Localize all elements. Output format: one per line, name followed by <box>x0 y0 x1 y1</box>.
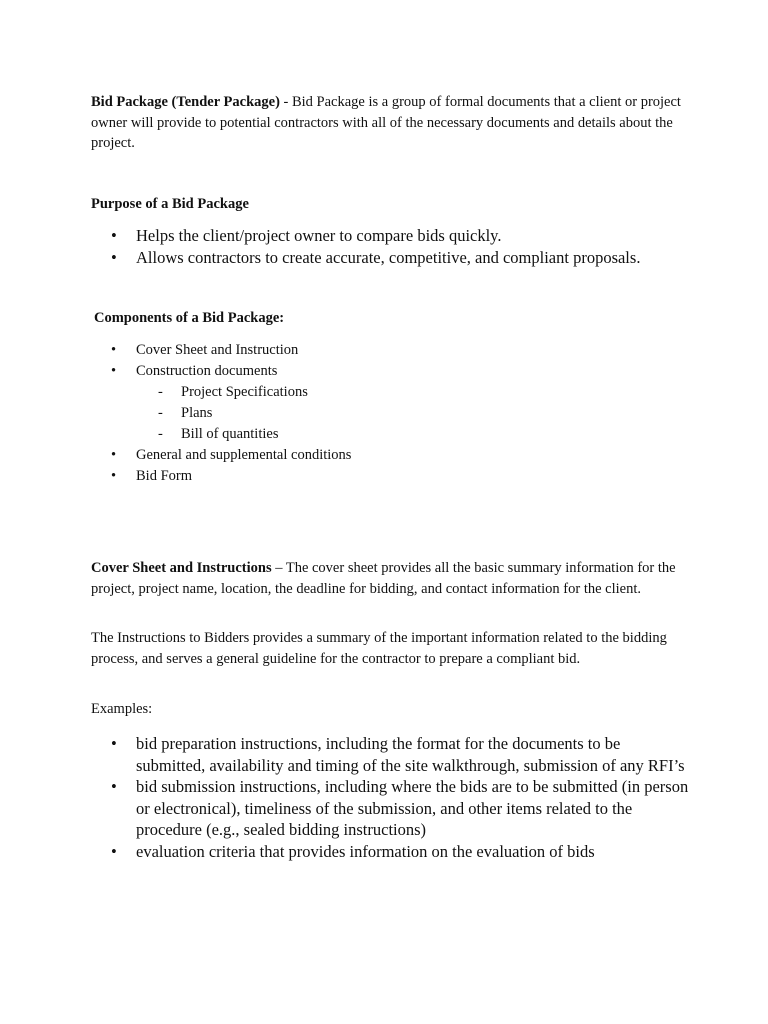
sub-list-item: - Plans <box>136 403 711 424</box>
instructions-paragraph: The Instructions to Bidders provides a summary of the important information related to the bidding process, and serves a general guideline for the contractor to prepare a compliant bid. <box>91 630 667 667</box>
list-item: • evaluation criteria that provides information on the evaluation of bids <box>91 841 691 863</box>
intro-definition: - Bid Package is a group of formal documents that a client or project owner will provide to potential contractors with all of the necessary documents and details about the project. <box>91 94 681 151</box>
list-item: • Allows contractors to create accurate, competitive, and compliant proposals. <box>91 247 711 269</box>
list-item: • Cover Sheet and Instruction <box>91 340 711 361</box>
list-item: • Helps the client/project owner to compare bids quickly. <box>91 225 711 247</box>
components-heading: Components of a Bid Package: <box>94 310 285 326</box>
examples-list <box>91 733 691 862</box>
list-item-label: Construction documents <box>136 363 278 379</box>
cover-sheet-term: Cover Sheet and Instructions <box>91 560 272 576</box>
list-item: • bid submission instructions, including where the bids are to be submitted (in person or electronical), timeliness of the submission, and other items related to the procedure (e.g., sealed bidding instructions) <box>91 776 691 841</box>
intro-term: Bid Package (Tender Package) <box>91 94 280 110</box>
components-list <box>91 340 711 487</box>
list-item: • bid preparation instructions, including the format for the documents to be submitted, availability and timing of the site walkthrough, submission of any RFI’s <box>91 733 691 776</box>
list-item: • General and supplemental conditions <box>91 445 711 466</box>
purpose-list <box>91 225 711 268</box>
examples-label: Examples: <box>91 701 153 717</box>
construction-docs-sublist <box>136 382 711 445</box>
list-item <box>91 361 711 445</box>
sub-list-item: - Project Specifications <box>136 382 711 403</box>
cover-sheet-paragraph <box>91 558 691 599</box>
cover-sheet-text: – The cover sheet provides all the basic summary information for the project, project name, location, the deadline for bidding, and contact information for the client. <box>91 560 676 597</box>
intro-paragraph <box>91 92 691 154</box>
list-item: • Bid Form <box>91 466 711 487</box>
purpose-heading: Purpose of a Bid Package <box>91 196 249 212</box>
sub-list-item: - Bill of quantities <box>136 424 711 445</box>
